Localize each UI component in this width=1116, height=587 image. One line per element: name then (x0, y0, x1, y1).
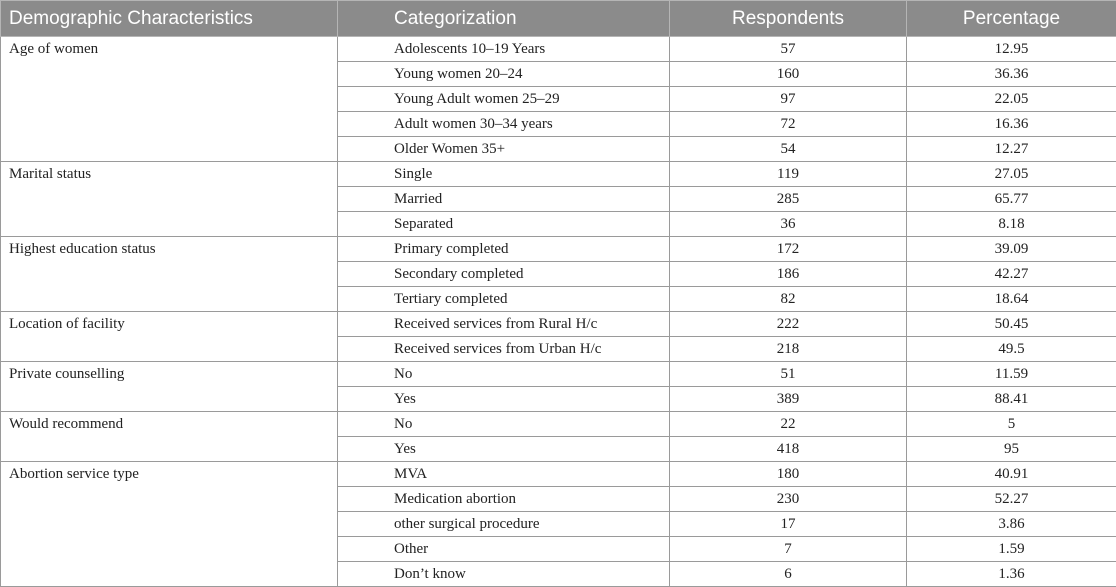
respondents-cell: 186 (670, 262, 907, 287)
category-cell: Medication abortion (338, 487, 670, 512)
category-cell: Adult women 30–34 years (338, 112, 670, 137)
percentage-cell: 12.95 (907, 37, 1116, 62)
percentage-cell: 65.77 (907, 187, 1116, 212)
percentage-cell: 1.36 (907, 562, 1116, 587)
group-label: Marital status (1, 162, 338, 237)
category-cell: Adolescents 10–19 Years (338, 37, 670, 62)
table-row (1, 37, 1116, 62)
percentage-cell: 18.64 (907, 287, 1116, 312)
respondents-cell: 51 (670, 362, 907, 387)
table-body (1, 37, 1116, 587)
table-row (1, 237, 1116, 262)
respondents-cell: 172 (670, 237, 907, 262)
category-cell: No (338, 412, 670, 437)
group-label: Highest education status (1, 237, 338, 312)
category-cell: MVA (338, 462, 670, 487)
header-categorization: Categorization (338, 1, 670, 37)
percentage-cell: 22.05 (907, 87, 1116, 112)
table-row (1, 412, 1116, 437)
percentage-cell: 5 (907, 412, 1116, 437)
category-cell: other surgical procedure (338, 512, 670, 537)
header-respondents: Respondents (670, 1, 907, 37)
respondents-cell: 82 (670, 287, 907, 312)
category-cell: Single (338, 162, 670, 187)
category-cell: Young Adult women 25–29 (338, 87, 670, 112)
percentage-cell: 3.86 (907, 512, 1116, 537)
header-demographic-characteristics: Demographic Characteristics (1, 1, 338, 37)
percentage-cell: 1.59 (907, 537, 1116, 562)
respondents-cell: 119 (670, 162, 907, 187)
percentage-cell: 52.27 (907, 487, 1116, 512)
respondents-cell: 160 (670, 62, 907, 87)
table-row (1, 162, 1116, 187)
percentage-cell: 36.36 (907, 62, 1116, 87)
category-cell: Yes (338, 387, 670, 412)
group-label: Abortion service type (1, 462, 338, 587)
table-row (1, 362, 1116, 387)
table-row (1, 312, 1116, 337)
respondents-cell: 222 (670, 312, 907, 337)
respondents-cell: 7 (670, 537, 907, 562)
percentage-cell: 49.5 (907, 337, 1116, 362)
category-cell: Don’t know (338, 562, 670, 587)
header-row (1, 1, 1116, 37)
category-cell: Older Women 35+ (338, 137, 670, 162)
category-cell: Separated (338, 212, 670, 237)
group-label: Private counselling (1, 362, 338, 412)
respondents-cell: 72 (670, 112, 907, 137)
respondents-cell: 180 (670, 462, 907, 487)
respondents-cell: 36 (670, 212, 907, 237)
percentage-cell: 11.59 (907, 362, 1116, 387)
group-label: Would recommend (1, 412, 338, 462)
respondents-cell: 57 (670, 37, 907, 62)
category-cell: Received services from Rural H/c (338, 312, 670, 337)
percentage-cell: 27.05 (907, 162, 1116, 187)
category-cell: Received services from Urban H/c (338, 337, 670, 362)
group-label: Age of women (1, 37, 338, 162)
respondents-cell: 418 (670, 437, 907, 462)
percentage-cell: 12.27 (907, 137, 1116, 162)
respondents-cell: 285 (670, 187, 907, 212)
respondents-cell: 6 (670, 562, 907, 587)
category-cell: Other (338, 537, 670, 562)
percentage-cell: 88.41 (907, 387, 1116, 412)
percentage-cell: 95 (907, 437, 1116, 462)
category-cell: No (338, 362, 670, 387)
respondents-cell: 17 (670, 512, 907, 537)
respondents-cell: 97 (670, 87, 907, 112)
percentage-cell: 8.18 (907, 212, 1116, 237)
group-label: Location of facility (1, 312, 338, 362)
respondents-cell: 22 (670, 412, 907, 437)
category-cell: Yes (338, 437, 670, 462)
category-cell: Primary completed (338, 237, 670, 262)
table-row (1, 462, 1116, 487)
table-header (1, 1, 1116, 37)
category-cell: Married (338, 187, 670, 212)
category-cell: Young women 20–24 (338, 62, 670, 87)
respondents-cell: 54 (670, 137, 907, 162)
percentage-cell: 40.91 (907, 462, 1116, 487)
percentage-cell: 16.36 (907, 112, 1116, 137)
respondents-cell: 389 (670, 387, 907, 412)
respondents-cell: 218 (670, 337, 907, 362)
percentage-cell: 50.45 (907, 312, 1116, 337)
category-cell: Tertiary completed (338, 287, 670, 312)
category-cell: Secondary completed (338, 262, 670, 287)
percentage-cell: 42.27 (907, 262, 1116, 287)
percentage-cell: 39.09 (907, 237, 1116, 262)
respondents-cell: 230 (670, 487, 907, 512)
header-percentage: Percentage (907, 1, 1116, 37)
